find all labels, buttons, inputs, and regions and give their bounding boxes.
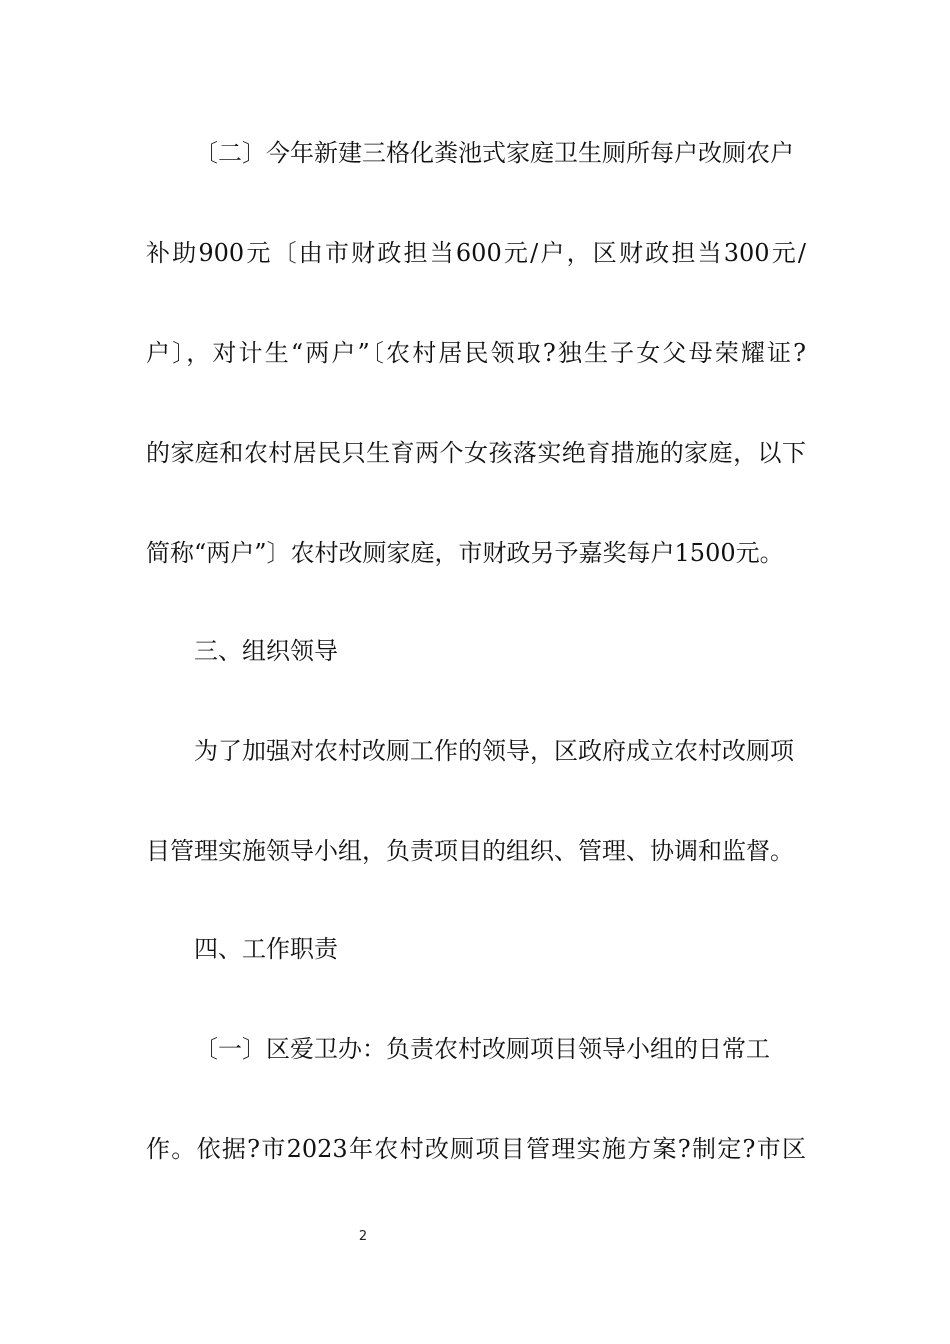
paragraph-line-9: 作。依据?市2023年农村改厕项目管理实施方案?制定?市区 [146, 1135, 806, 1163]
paragraph-line-2: 补助900元〔由市财政担当600元/户，区财政担当300元/ [146, 239, 806, 267]
paragraph-line-7: 目管理实施领导小组，负责项目的组织、管理、协调和监督。 [146, 837, 794, 865]
section-heading-4: 四、工作职责 [194, 935, 338, 963]
paragraph-line-1: 〔二〕今年新建三格化粪池式家庭卫生厕所每户改厕农户 [194, 139, 794, 167]
page-number: 2 [358, 1229, 368, 1244]
paragraph-line-4: 的家庭和农村居民只生育两个女孩落实绝育措施的家庭，以下 [146, 439, 806, 467]
paragraph-line-8: 〔一〕区爱卫办：负责农村改厕项目领导小组的日常工 [194, 1035, 770, 1063]
paragraph-line-6: 为了加强对农村改厕工作的领导，区政府成立农村改厕项 [194, 737, 794, 765]
paragraph-line-3: 户〕，对计生“两户”〔农村居民领取?独生子女父母荣耀证? [146, 339, 806, 367]
paragraph-line-5: 简称“两户”〕农村改厕家庭，市财政另予嘉奖每户1500元。 [146, 539, 784, 567]
section-heading-3: 三、组织领导 [194, 637, 338, 665]
